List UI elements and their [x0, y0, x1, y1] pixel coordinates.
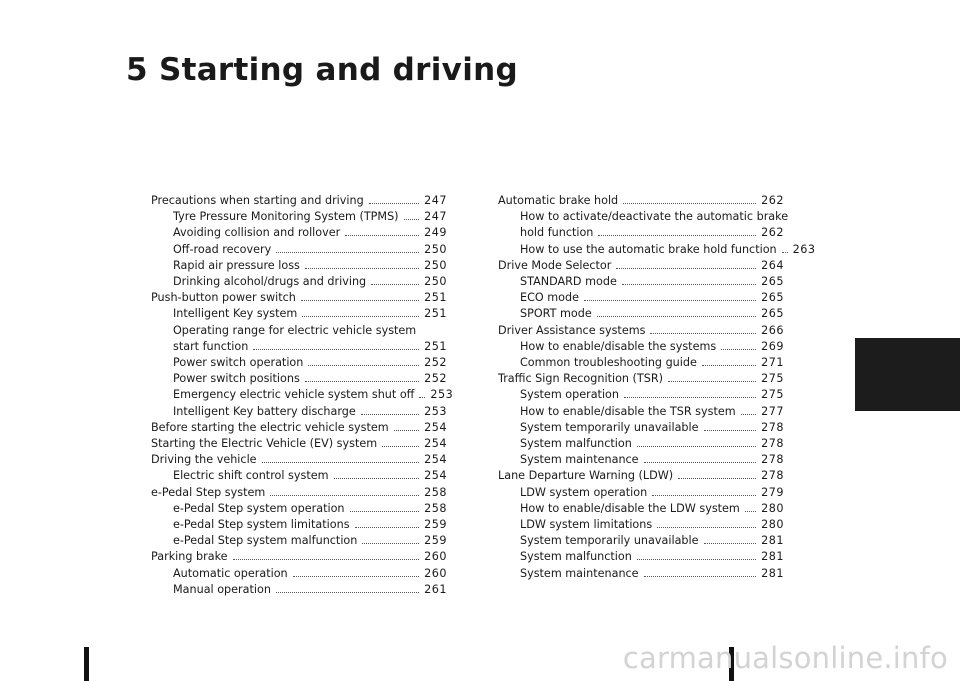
toc-entry[interactable]	[498, 501, 784, 517]
toc-entry-label: Rapid air pressure loss	[173, 258, 300, 272]
toc-entry-label: Intelligent Key battery discharge	[173, 404, 356, 418]
toc-entry[interactable]	[498, 404, 784, 420]
toc-entry-label: Drinking alcohol/drugs and driving	[173, 275, 367, 289]
toc-entry-page: 278	[761, 437, 784, 451]
toc-entry-label: How to enable/disable the TSR system	[520, 404, 736, 418]
toc-entry-label: How to enable/disable the systems	[520, 339, 717, 353]
dot-leader	[302, 316, 419, 317]
toc-entry[interactable]	[151, 306, 447, 322]
toc-entry-label: Intelligent Key system	[173, 307, 298, 321]
toc-entry[interactable]	[498, 387, 784, 403]
toc-entry-label: System maintenance	[520, 566, 639, 580]
toc-entry-page: 251	[424, 307, 447, 321]
toc-entry-page: 250	[424, 242, 447, 256]
toc-entry-page: 249	[424, 226, 447, 240]
toc-entry-page: 265	[761, 275, 784, 289]
toc-entry[interactable]	[151, 501, 447, 517]
toc-entry-label: Lane Departure Warning (LDW)	[498, 469, 674, 483]
toc-entry[interactable]	[498, 274, 784, 290]
toc-entry[interactable]	[151, 485, 447, 501]
dot-leader	[233, 559, 420, 560]
toc-entry-label: LDW system operation	[520, 485, 648, 499]
toc-entry[interactable]	[151, 339, 447, 355]
toc-entry[interactable]	[498, 468, 784, 484]
dot-leader	[394, 430, 420, 431]
dot-leader	[637, 446, 756, 447]
toc-entry-label: e-Pedal Step system limitations	[173, 518, 350, 532]
toc-entry-page: 278	[761, 469, 784, 483]
toc-entry-label: Driver Assistance systems	[498, 323, 646, 337]
toc-entry[interactable]	[498, 420, 784, 436]
toc-entry[interactable]	[498, 290, 784, 306]
toc-entry[interactable]	[151, 355, 447, 371]
toc-entry[interactable]	[151, 225, 447, 241]
toc-entry-label: Traffic Sign Recognition (TSR)	[498, 372, 663, 386]
dot-leader	[362, 543, 419, 544]
toc-entry[interactable]	[151, 549, 447, 565]
toc-entry-page: 271	[761, 356, 784, 370]
toc-entry-page: 280	[761, 518, 784, 532]
toc-entry-label: Electric shift control system	[173, 469, 329, 483]
toc-entry-page: 254	[424, 453, 447, 467]
toc-entry[interactable]	[151, 371, 447, 387]
dot-leader	[334, 478, 420, 479]
toc-entry[interactable]	[151, 420, 447, 436]
dot-leader	[624, 397, 756, 398]
toc-entry-page: 264	[761, 258, 784, 272]
dot-leader	[276, 592, 419, 593]
toc-entry-label: Automatic operation	[173, 566, 288, 580]
toc-entry-page: 247	[424, 210, 447, 224]
toc-entry[interactable]	[151, 436, 447, 452]
toc-entry-page: 278	[761, 420, 784, 434]
toc-entry-label: Drive Mode Selector	[498, 258, 612, 272]
toc-entry-page: 250	[424, 258, 447, 272]
toc-entry-page: 253	[424, 404, 447, 418]
toc-entry-label: System malfunction	[520, 437, 632, 451]
toc-entry-page: 250	[424, 275, 447, 289]
dot-leader	[262, 462, 420, 463]
dot-leader	[419, 397, 425, 398]
toc-entry-label: Automatic brake hold	[498, 194, 619, 207]
dot-leader	[678, 478, 756, 479]
toc-entry-page: 253	[430, 388, 454, 402]
toc-entry[interactable]	[498, 339, 784, 355]
toc-entry[interactable]	[151, 290, 447, 306]
toc-entry[interactable]	[498, 533, 784, 549]
toc-entry-label: How to enable/disable the LDW system	[520, 501, 740, 515]
dot-leader	[644, 462, 757, 463]
toc-entry-page: 254	[424, 469, 447, 483]
toc-entry-line1[interactable]	[498, 209, 789, 225]
toc-entry-label: Manual operation	[173, 582, 271, 596]
toc-entry-page: 281	[761, 550, 784, 564]
dot-leader	[745, 511, 756, 512]
toc-entry-label: System maintenance	[520, 453, 639, 467]
toc-entry-label: hold function	[520, 226, 594, 240]
dot-leader	[622, 284, 756, 285]
toc-entry[interactable]	[151, 452, 447, 468]
toc-entry-label: System temporarily unavailable	[520, 534, 699, 548]
toc-column-left	[151, 193, 454, 598]
dot-leader	[650, 333, 756, 334]
dot-leader	[623, 203, 756, 204]
dot-leader	[657, 527, 756, 528]
toc-entry-page: 281	[761, 566, 784, 580]
toc-entry-page: 258	[424, 485, 447, 499]
toc-entry-page: 277	[761, 404, 784, 418]
toc-entry-page: 251	[424, 291, 447, 305]
dot-leader	[371, 284, 419, 285]
toc-entry-label: Emergency electric vehicle system shut off	[173, 388, 415, 402]
dot-leader	[345, 235, 419, 236]
toc-entry[interactable]	[151, 193, 447, 209]
dot-leader	[308, 365, 419, 366]
toc-entry[interactable]	[151, 582, 447, 598]
toc-entry-label: Tyre Pressure Monitoring System (TPMS)	[173, 210, 399, 224]
dot-leader	[355, 527, 420, 528]
toc-entry[interactable]	[151, 566, 447, 582]
toc-entry[interactable]	[151, 274, 447, 290]
toc-entry-page: 254	[424, 437, 447, 451]
toc-entry-page: 281	[761, 534, 784, 548]
toc-entry-page: 263	[792, 242, 816, 256]
toc-entry-page: 260	[424, 550, 447, 564]
toc-entry[interactable]	[498, 485, 784, 501]
toc-entry-page: 258	[424, 501, 447, 515]
toc-entry-page: 278	[761, 453, 784, 467]
dot-leader	[702, 365, 756, 366]
dot-leader	[584, 300, 756, 301]
dot-leader	[350, 511, 420, 512]
toc-entry-page: 254	[424, 420, 447, 434]
chapter-tab-marker	[855, 338, 960, 411]
dot-leader	[616, 268, 756, 269]
toc-entry[interactable]	[151, 468, 447, 484]
toc-entry-label: Avoiding collision and rollover	[173, 226, 341, 240]
toc-entry[interactable]	[151, 533, 447, 549]
toc-entry-label: Off-road recovery	[173, 242, 272, 256]
toc-entry-page: 280	[761, 501, 784, 515]
toc-entry[interactable]	[498, 306, 784, 322]
dot-leader	[721, 349, 756, 350]
toc-entry[interactable]	[498, 436, 784, 452]
chapter-title: 5 Starting and driving	[126, 52, 518, 88]
dot-leader	[637, 559, 756, 560]
toc-entry[interactable]	[498, 566, 784, 582]
toc-entry[interactable]	[151, 209, 447, 225]
toc-entry-page: 262	[761, 194, 784, 207]
toc-entry-label: Power switch operation	[173, 356, 304, 370]
toc-entry-page: 261	[424, 582, 447, 596]
dot-leader	[644, 576, 757, 577]
toc-entry-label: e-Pedal Step system	[151, 485, 266, 499]
watermark: carmanualsonline.info	[622, 641, 948, 675]
toc-entry[interactable]	[151, 242, 447, 258]
toc-entry-label: SPORT mode	[520, 307, 592, 321]
toc-entry-label: System malfunction	[520, 550, 632, 564]
toc-entry-label: System operation	[520, 388, 619, 402]
dot-leader	[369, 203, 419, 204]
dot-leader	[598, 235, 756, 236]
toc-entry-page: 275	[761, 388, 784, 402]
dot-leader	[305, 268, 419, 269]
dot-leader	[276, 252, 419, 253]
toc-entry[interactable]	[498, 323, 784, 339]
dot-leader	[361, 414, 419, 415]
toc-entry-label: e-Pedal Step system operation	[173, 501, 345, 515]
dot-leader	[652, 495, 756, 496]
toc-entry[interactable]	[151, 387, 454, 403]
toc-entry-label: ECO mode	[520, 291, 579, 305]
toc-entry-line1[interactable]	[151, 323, 447, 339]
dot-leader	[704, 543, 757, 544]
toc-entry[interactable]	[498, 517, 784, 533]
toc-entry-page: 260	[424, 566, 447, 580]
toc-entry[interactable]	[498, 549, 784, 565]
toc-entry-label: e-Pedal Step system malfunction	[173, 534, 358, 548]
toc-entry-page: 252	[424, 356, 447, 370]
toc-column-right	[498, 193, 816, 582]
dot-leader	[301, 300, 419, 301]
dot-leader	[741, 414, 757, 415]
toc-entry[interactable]	[498, 452, 784, 468]
crop-mark-left	[84, 647, 89, 681]
toc-entry-label: LDW system limitations	[520, 518, 653, 532]
toc-entry-label: System temporarily unavailable	[520, 420, 699, 434]
toc-entry-page: 279	[761, 485, 784, 499]
toc-entry-label: Precautions when starting and driving	[151, 194, 364, 207]
toc-entry[interactable]	[498, 193, 784, 209]
toc-entry-page: 265	[761, 307, 784, 321]
toc-entry-label: Power switch positions	[173, 372, 300, 386]
toc-entry-label: start function	[173, 339, 249, 353]
dot-leader	[668, 381, 756, 382]
dot-leader	[382, 446, 419, 447]
toc-entry-label: Starting the Electric Vehicle (EV) system	[151, 437, 378, 451]
dot-leader	[305, 381, 419, 382]
toc-entry[interactable]	[498, 371, 784, 387]
dot-leader	[782, 252, 788, 253]
toc-entry-label: How to activate/deactivate the automatic brake	[520, 210, 789, 224]
toc-entry-label: How to use the automatic brake hold function	[520, 242, 777, 256]
toc-entry-label: Operating range for electric vehicle system	[173, 323, 417, 337]
toc-entry-page: 269	[761, 339, 784, 353]
toc-entry-label: Push-button power switch	[151, 291, 296, 305]
toc-entry-label: Before starting the electric vehicle system	[151, 420, 389, 434]
toc-entry-page: 259	[424, 534, 447, 548]
dot-leader	[293, 576, 419, 577]
toc-entry[interactable]	[498, 242, 816, 258]
toc-entry-page: 247	[424, 194, 447, 207]
toc-entry-page: 259	[424, 518, 447, 532]
toc-entry-label: Driving the vehicle	[151, 453, 257, 467]
toc-entry[interactable]	[498, 258, 784, 274]
toc-entry[interactable]	[151, 404, 447, 420]
dot-leader	[253, 349, 419, 350]
toc-entry-page: 251	[424, 339, 447, 353]
toc-entry[interactable]	[151, 258, 447, 274]
toc-entry-label: Common troubleshooting guide	[520, 356, 697, 370]
toc-entry[interactable]	[498, 225, 784, 241]
dot-leader	[270, 495, 419, 496]
dot-leader	[404, 219, 420, 220]
toc-entry-label: Parking brake	[151, 550, 228, 564]
toc-entry[interactable]	[151, 517, 447, 533]
toc-entry-page: 266	[761, 323, 784, 337]
toc-entry-page: 275	[761, 372, 784, 386]
toc-entry[interactable]	[498, 355, 784, 371]
toc-entry-label: STANDARD mode	[520, 275, 617, 289]
dot-leader	[704, 430, 757, 431]
dot-leader	[597, 316, 756, 317]
toc-entry-page: 262	[761, 226, 784, 240]
toc-entry-page: 252	[424, 372, 447, 386]
toc-entry-page: 265	[761, 291, 784, 305]
